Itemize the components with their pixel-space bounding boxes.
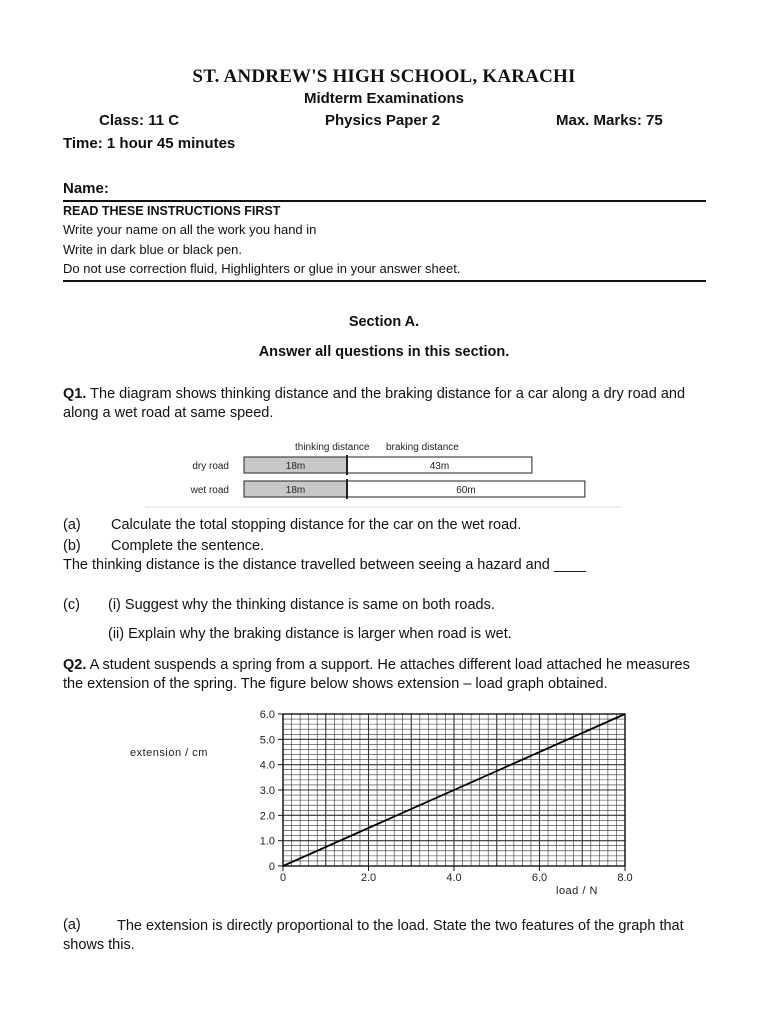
y-tick-label: 2.0 — [259, 810, 275, 823]
paper-label: Physics Paper 2 — [325, 112, 441, 129]
dry-thinking-value: 18m — [285, 461, 306, 472]
wet-braking-value: 60m — [456, 485, 476, 496]
section-title: Section A. — [348, 314, 420, 330]
q1b-label: (b) — [63, 538, 81, 554]
q1c-ii-text: (ii) Explain why the braking distance is larger when road is wet. — [108, 626, 512, 642]
school-name: ST. ANDREW'S HIGH SCHOOL, KARACHI — [192, 66, 576, 87]
x-tick-label: 8.0 — [617, 872, 633, 884]
q1b-sentence: The thinking distance is the distance travelled between seeing a hazard and ____ — [63, 557, 587, 573]
y-tick-label: 5.0 — [259, 734, 275, 747]
q2a-label: (a) — [63, 917, 81, 933]
thinking-distance-header: thinking distance — [295, 442, 370, 453]
x-tick-label: 6.0 — [531, 872, 548, 884]
q1a-text: Calculate the total stopping distance for the car on the wet road. — [111, 517, 522, 533]
q1c-label: (c) — [63, 597, 80, 613]
y-tick-label: 0 — [268, 861, 275, 873]
instruction-line: Write in dark blue or black pen. — [63, 242, 242, 257]
q2-text: Q2. A student suspends a spring from a support. He attaches different load attached he measures the extension of the spring. The figure below shows extension – load graph obtained. — [63, 657, 690, 692]
y-tick-label: 1.0 — [259, 835, 275, 848]
braking-distance-header: braking distance — [386, 442, 459, 453]
extension-load-graph — [120, 700, 650, 900]
y-tick-label: 6.0 — [259, 709, 275, 721]
x-axis-label: load / N — [556, 885, 598, 897]
exam-title: Midterm Examinations — [303, 90, 465, 107]
name-label: Name: — [63, 180, 109, 197]
dry-braking-value: 43m — [429, 461, 450, 472]
x-tick-label: 4.0 — [446, 872, 462, 884]
wet-road-label: wet road — [190, 485, 229, 496]
q1b-text: Complete the sentence. — [111, 538, 265, 554]
x-tick-label: 2.0 — [360, 872, 377, 884]
class-label: Class: 11 C — [99, 112, 180, 129]
dry-road-label: dry road — [192, 461, 229, 472]
y-tick-label: 4.0 — [259, 759, 275, 772]
x-tick-label: 0 — [279, 872, 287, 884]
section-subtitle: Answer all questions in this section. — [258, 344, 510, 360]
q2-number: Q2. — [63, 657, 87, 673]
wet-thinking-value: 18m — [285, 485, 306, 496]
divider — [63, 280, 706, 282]
q2a-text: The extension is directly proportional to the load. State the two features of the graph that shows this. — [63, 918, 684, 953]
instruction-line: Do not use correction fluid, Highlighters or glue in your answer sheet. — [63, 261, 461, 276]
q1c-i-text: (i) Suggest why the thinking distance is same on both roads. — [108, 597, 495, 613]
divider — [63, 200, 706, 202]
stopping-distance-diagram — [140, 432, 630, 512]
instruction-line: Write your name on all the work you hand in — [63, 222, 317, 237]
q1a-label: (a) — [63, 517, 81, 533]
y-axis-label: extension / cm — [130, 747, 208, 759]
q1-number: Q1. — [63, 386, 87, 402]
instructions-title: READ THESE INSTRUCTIONS FIRST — [63, 204, 281, 218]
q1-text: Q1. The diagram shows thinking distance and the braking distance for a car along a dry road and along a wet road at same speed. — [63, 386, 686, 421]
y-tick-label: 3.0 — [259, 785, 275, 797]
time-label: Time: 1 hour 45 minutes — [63, 135, 236, 152]
max-marks-label: Max. Marks: 75 — [556, 112, 663, 129]
